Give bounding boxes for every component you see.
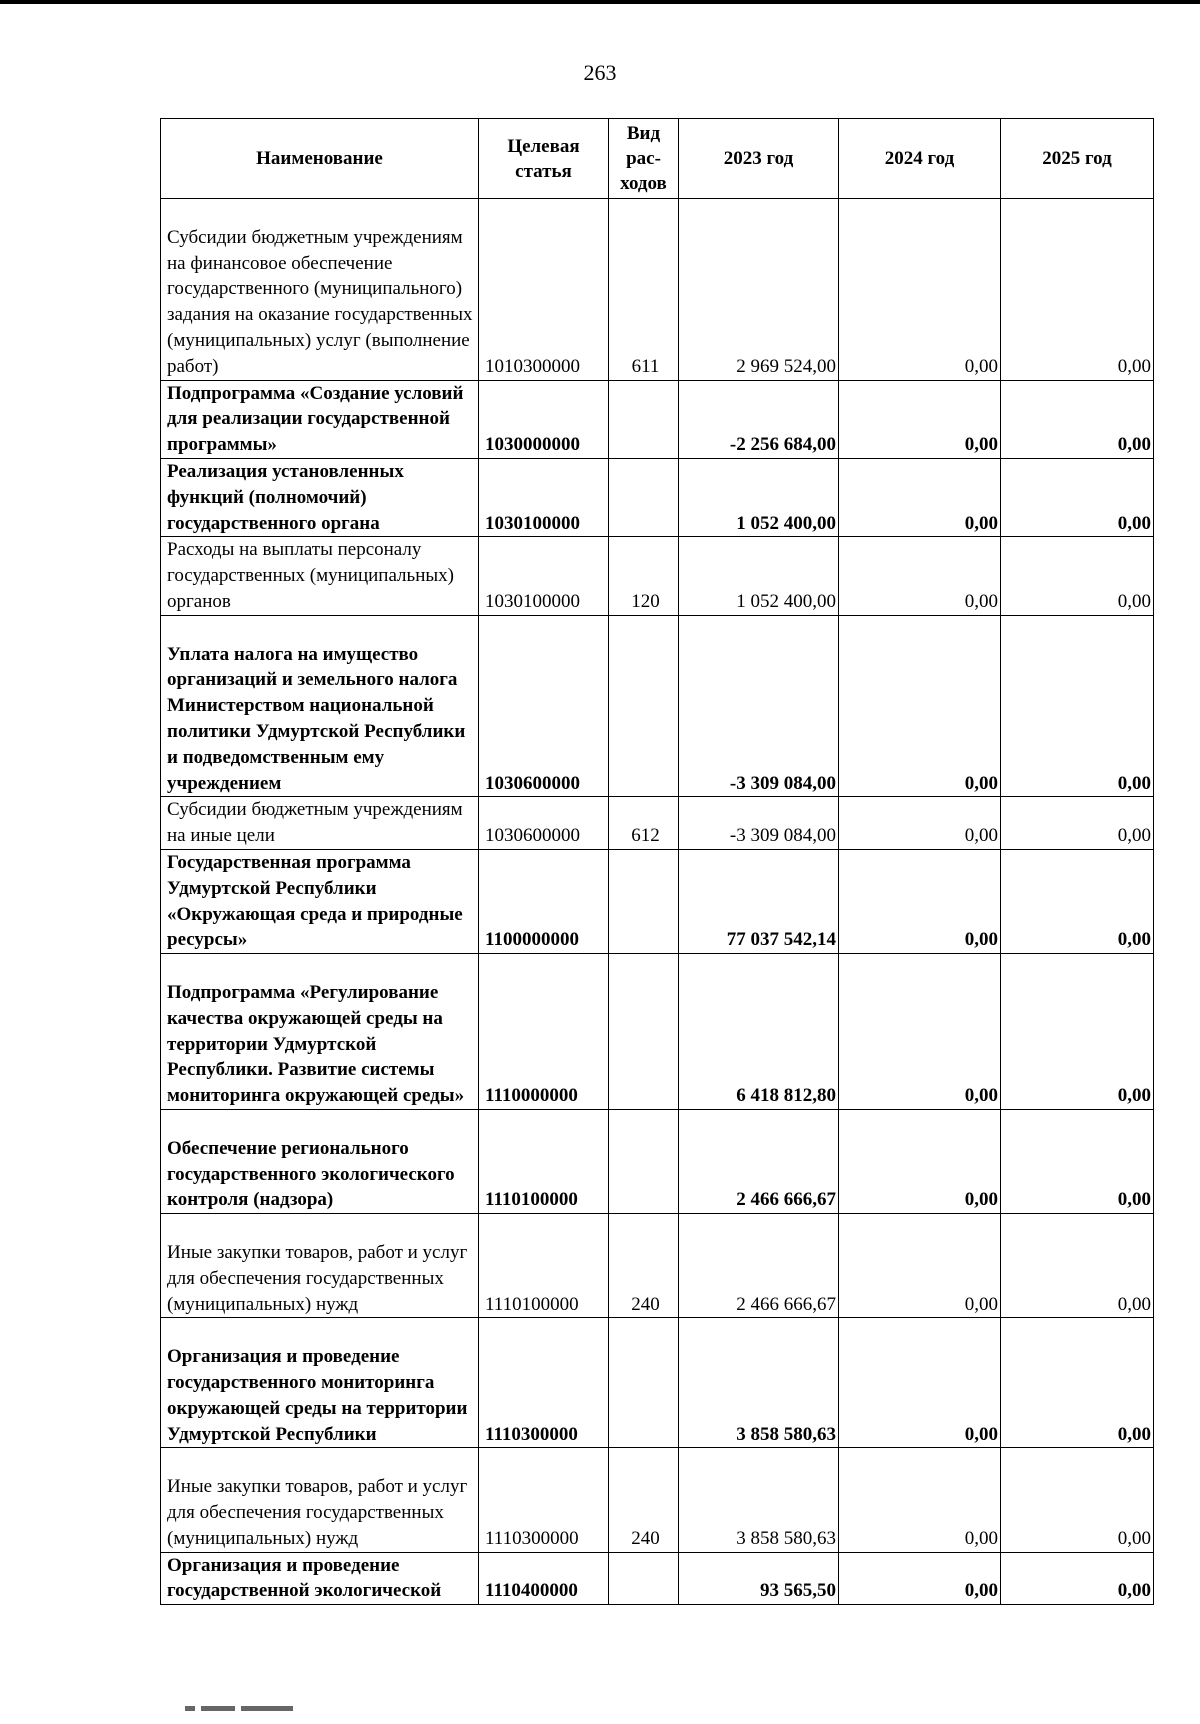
cell-expense-type <box>609 458 679 536</box>
cell-name: Подпрограмма «Создание условий для реализации государственной программы» <box>161 380 479 458</box>
cell-year-2023: 3 858 580,63 <box>679 1448 839 1552</box>
cell-expense-type <box>609 615 679 797</box>
cell-year-2023: -3 309 084,00 <box>679 615 839 797</box>
header-expense-type: Вид рас- ходов <box>609 119 679 199</box>
table-row <box>161 797 1154 850</box>
header-year-2025: 2025 год <box>1001 119 1154 199</box>
cell-year-2025: 0,00 <box>1001 458 1154 536</box>
table-row <box>161 458 1154 536</box>
cell-target-article: 1030600000 <box>479 615 609 797</box>
cell-expense-type <box>609 380 679 458</box>
cell-expense-type: 240 <box>609 1214 679 1318</box>
cell-year-2024: 0,00 <box>839 1214 1001 1318</box>
cell-name: Организация и проведение государственной экологической <box>161 1552 479 1605</box>
cell-year-2024: 0,00 <box>839 199 1001 381</box>
table-row <box>161 1109 1154 1213</box>
cell-name: Организация и проведение государственного мониторинга окружающей среды на территории Удмуртской Республики <box>161 1318 479 1448</box>
cell-expense-type: 240 <box>609 1448 679 1552</box>
cell-year-2024: 0,00 <box>839 615 1001 797</box>
cell-year-2024: 0,00 <box>839 1109 1001 1213</box>
cell-year-2025: 0,00 <box>1001 1448 1154 1552</box>
cell-year-2025: 0,00 <box>1001 797 1154 850</box>
cell-year-2025: 0,00 <box>1001 380 1154 458</box>
top-border-line <box>0 0 1200 4</box>
cell-year-2024: 0,00 <box>839 537 1001 615</box>
cell-target-article: 1110300000 <box>479 1448 609 1552</box>
table-row <box>161 1448 1154 1552</box>
cell-target-article: 1110300000 <box>479 1318 609 1448</box>
cell-name: Уплата налога на имущество организаций и земельного налога Министерством национальной политики Удмуртской Республики и подведомственным ему учреждением <box>161 615 479 797</box>
cell-year-2025: 0,00 <box>1001 1552 1154 1605</box>
cell-name: Расходы на выплаты персоналу государственных (муниципальных) органов <box>161 537 479 615</box>
cell-target-article: 1110000000 <box>479 954 609 1110</box>
bottom-fragment <box>185 1706 325 1712</box>
cell-name: Иные закупки товаров, работ и услуг для обеспечения государственных (муниципальных) нужд <box>161 1448 479 1552</box>
page-number: 263 <box>583 60 617 85</box>
cell-year-2023: 3 858 580,63 <box>679 1318 839 1448</box>
table-row <box>161 954 1154 1110</box>
cell-year-2024: 0,00 <box>839 1318 1001 1448</box>
cell-expense-type <box>609 954 679 1110</box>
cell-year-2025: 0,00 <box>1001 1109 1154 1213</box>
cell-year-2023: 6 418 812,80 <box>679 954 839 1110</box>
cell-expense-type: 611 <box>609 199 679 381</box>
cell-name: Подпрограмма «Регулирование качества окружающей среды на территории Удмуртской Республики. Развитие системы мониторинга окружающей среды» <box>161 954 479 1110</box>
cell-year-2024: 0,00 <box>839 1552 1001 1605</box>
cell-year-2024: 0,00 <box>839 797 1001 850</box>
cell-year-2023: 1 052 400,00 <box>679 537 839 615</box>
table-header-row <box>161 119 1154 199</box>
cell-year-2024: 0,00 <box>839 954 1001 1110</box>
table-row <box>161 537 1154 615</box>
cell-year-2023: 2 466 666,67 <box>679 1109 839 1213</box>
cell-year-2025: 0,00 <box>1001 1214 1154 1318</box>
cell-year-2025: 0,00 <box>1001 849 1154 953</box>
cell-name: Обеспечение регионального государственного экологического контроля (надзора) <box>161 1109 479 1213</box>
table-row <box>161 380 1154 458</box>
table-row <box>161 199 1154 381</box>
cell-expense-type <box>609 1318 679 1448</box>
cell-year-2024: 0,00 <box>839 849 1001 953</box>
table-row <box>161 1318 1154 1448</box>
cell-year-2024: 0,00 <box>839 380 1001 458</box>
cell-target-article: 1030100000 <box>479 458 609 536</box>
cell-expense-type <box>609 849 679 953</box>
cell-target-article: 1010300000 <box>479 199 609 381</box>
cell-target-article: 1030000000 <box>479 380 609 458</box>
cell-year-2024: 0,00 <box>839 1448 1001 1552</box>
cell-year-2025: 0,00 <box>1001 537 1154 615</box>
cell-year-2023: 2 466 666,67 <box>679 1214 839 1318</box>
cell-expense-type: 612 <box>609 797 679 850</box>
cell-year-2024: 0,00 <box>839 458 1001 536</box>
cell-year-2023: 2 969 524,00 <box>679 199 839 381</box>
cell-target-article: 1030100000 <box>479 537 609 615</box>
cell-target-article: 1030600000 <box>479 797 609 850</box>
cell-expense-type <box>609 1552 679 1605</box>
table-row <box>161 615 1154 797</box>
cell-year-2025: 0,00 <box>1001 1318 1154 1448</box>
cell-target-article: 1110100000 <box>479 1109 609 1213</box>
cell-name: Реализация установленных функций (полномочий) государственного органа <box>161 458 479 536</box>
cell-expense-type <box>609 1109 679 1213</box>
cell-name: Иные закупки товаров, работ и услуг для обеспечения государственных (муниципальных) нужд <box>161 1214 479 1318</box>
table-body <box>161 199 1154 1605</box>
header-name: Наименование <box>161 119 479 199</box>
cell-year-2023: 93 565,50 <box>679 1552 839 1605</box>
cell-year-2025: 0,00 <box>1001 199 1154 381</box>
table-row <box>161 1552 1154 1605</box>
table-row <box>161 849 1154 953</box>
cell-year-2025: 0,00 <box>1001 954 1154 1110</box>
cell-expense-type: 120 <box>609 537 679 615</box>
cell-target-article: 1100000000 <box>479 849 609 953</box>
budget-table <box>160 118 1154 1605</box>
cell-name: Государственная программа Удмуртской Республики «Окружающая среда и природные ресурсы» <box>161 849 479 953</box>
cell-name: Субсидии бюджетным учреждениям на иные цели <box>161 797 479 850</box>
header-year-2024: 2024 год <box>839 119 1001 199</box>
cell-year-2023: 77 037 542,14 <box>679 849 839 953</box>
cell-year-2023: -2 256 684,00 <box>679 380 839 458</box>
cell-year-2023: -3 309 084,00 <box>679 797 839 850</box>
cell-name: Субсидии бюджетным учреждениям на финансовое обеспечение государственного (муниципального) задания на оказание государственных (муниципальных) услуг (выполнение работ) <box>161 199 479 381</box>
table-row <box>161 1214 1154 1318</box>
cell-target-article: 1110100000 <box>479 1214 609 1318</box>
cell-year-2025: 0,00 <box>1001 615 1154 797</box>
header-year-2023: 2023 год <box>679 119 839 199</box>
header-target-article: Целевая статья <box>479 119 609 199</box>
cell-target-article: 1110400000 <box>479 1552 609 1605</box>
cell-year-2023: 1 052 400,00 <box>679 458 839 536</box>
